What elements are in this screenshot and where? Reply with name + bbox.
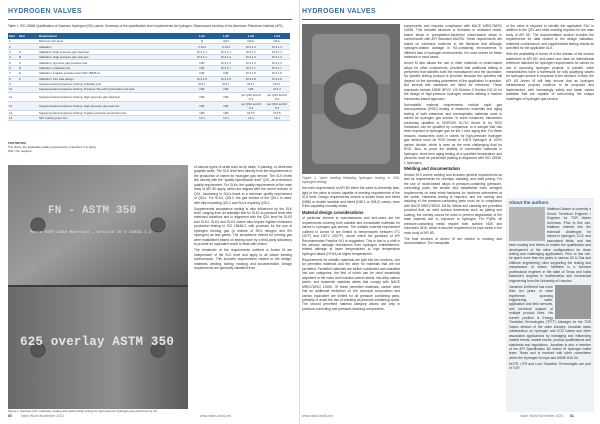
table-cell: 12.1 [238,115,264,120]
article-column-a [194,165,292,272]
footer-publication-left: Valve World November 2024 [20,414,64,418]
table-cell: Validation [38,44,190,49]
table-cell: A [18,49,38,54]
table-footnotes [8,142,290,153]
right-column-b [302,24,400,414]
table-cell: Validation: Fire safe design [38,76,190,81]
table-cell: QS1+ [238,39,264,44]
table-cell: M 3.1.5 [264,71,290,76]
table-cell: M 3.1.1 [190,49,214,54]
table-cell: 2 [8,44,18,49]
table-cell: M 3.1.1 [238,49,264,54]
heading-welding: Welding and documentation [404,166,460,172]
heading-material-design: Material design considerations [302,209,364,215]
table-cell: Supplemental Acceptance Testing: High-pressure gas shell test [38,92,190,101]
paragraph: Nonmetallic material requirements include rapid gas decompression (RGD) testing of elastomer materials and aging testing of both elastomer and thermoplastic materials used in valves for hydrogen gas service. In some instances, elastomers previously qualified to NORSOK M-710 Annex B for RGD resistance can be qualified by comparison to a sample that has been exposed to hydrogen gas for the 1 hour aging test. For these reasons, elastomers used in valves for high-pressure hydrogen gas service must be RGD tested in 100% hydrogen or 100% carbon dioxide, which is seen as the most challenging fluid for RGD. Also, to prove the stability of nonmetallic materials in hydrogen, short-term aging testing at a specified temperature and pressure must be performed (lasting in alignment with ISO 23936-1 hydrogen). [404,102,502,165]
page-number-left: 80 [8,414,12,418]
table-cell: M 6.4 [264,87,290,92]
table-header-cell: Lvl3 [238,33,264,39]
table-cell: B [18,55,38,60]
right-column-d [506,24,594,103]
table-row [8,92,290,101]
table-cell: E [18,71,38,76]
footnote-title: FOOTNOTES [8,141,26,145]
footer-publication-right: Valve World November 2024 [520,414,564,418]
table-cell: per QS2 and M 6.3 [238,92,264,101]
table-cell: M 6.1 [238,81,264,86]
table-cell: 3.10.4 [190,44,214,49]
table-cell: M 3.1.7 [238,65,264,70]
table-cell: Validation: Fugitive emission test (ISO 15848-1) [38,71,190,76]
table-cell: N/R [190,92,214,101]
footnote-line: *For SLKs, the applicable quality requirements of Sections 4 to apply. [8,144,97,149]
requirements-table [8,33,290,121]
footer-url-right[interactable]: www.valve-world.net [302,414,333,418]
sample-stamp-2: Paste SOFT A350 Material - Article ID # 32032-1_2 [30,231,152,235]
table-cell: M 3.1.2 [214,55,238,60]
table-row [8,115,290,120]
table-header-cell: Item [18,33,38,39]
figure-1-caption: Figure 1. Samples from materials, coating and weld overlay testing for high-pressure hydrogen gas performed by CH. [8,409,158,413]
paragraph: components and requires compliance with NACE MR0175/ISO 15156. This includes structure or threaded or annealed nickel-based alloys in precipitation-hardened nickel-based alloys in conformance with API Standard 6ACRA. These requirements are based on extensive evidence in the literature that although hydrogen-related damage in H2-containing environments is different than in hydrogen environments, it is more severe for these materials in most cases. [404,24,502,60]
table-header-cell: Requirement [38,33,190,39]
table-cell: Supplemental Acceptance Testing: High-pressure gas seat test [38,101,190,110]
valve-seal-image [302,24,400,174]
table-cell: M 6.5 [238,110,264,115]
table-cell: per QS2 and M 6.3 [264,92,290,101]
table-cell: M 3.1.2 [190,55,214,60]
table-cell: N/R [214,101,238,110]
table-cell: N/R [214,71,238,76]
table-cell: 3 [8,49,18,54]
table-cell: 6 [8,65,18,70]
table-cell: Validation: High-pressure gas seat test [38,55,190,60]
figure-2-caption: Figure 2. Valve sealing following hydrogen testing in 316L hydrogen testing. [302,176,400,185]
table-cell: 5 [8,60,18,65]
table-cell: N/R [190,87,214,92]
table-cell: 1 [8,39,18,44]
table-header-cell: Lvl4 [264,33,290,39]
table-cell: M 3.1.4 [238,44,264,49]
table-row [8,101,290,110]
figure-2-photo [302,24,400,174]
table-cell: N/R [190,71,214,76]
paragraph: With the availability of Annex M in the release of the second addendum to API 6D, end-users now have an international reference standard for hydrogen requirements for valves for use in upcoming hydrogen projects. In parallel, valve manufacturers have a framework for fully qualifying valves for hydrogen service in response to the demand. In time, the API 6D Annex M will help ensure that as hydrogen infrastructure projects continue to be proposed and implemented, with increasingly safety and faster valves available that are capable of overcoming the unique challenges of hydrogen gas service. [506,52,594,101]
table-cell: M 3.1.3 [264,60,290,65]
table-cell: Validation: High-pressure gas shell test [38,49,190,54]
table-cell: QS1+ [264,39,290,44]
table-cell: QS1 [214,39,238,44]
table-cell: M 3.1.8 [214,76,238,81]
table-cell: Minimum Q/L level [38,39,190,44]
table-cell: N/R [190,65,214,70]
paragraph: of the valve is required to identify the applicable SLK in addition to the QSL and other marking required for the main body of API 6D. The documentation section includes the requirements for data related to the design validation, materials conformance, and supplemental testing results as specified for the applicable SLK. [506,24,594,51]
table-cell: M 3.1.1 [214,49,238,54]
table-cell: N/R [190,110,214,115]
header-rule-right [302,19,594,20]
table-cell: Validation: Dynamic gas pressure test [38,60,190,65]
footnote-line: N/R = No required. [8,148,33,153]
table-cell: 3.10.4 [214,44,238,49]
paragraph: Section M.4 covers welding and includes general requirements as well as requirements for overlays, cladding, and weld joining. For the use of nickel-based alloys in pressure-containing (pressure-controlling) parts, the section also establishes more stringent requirements on weld metal hardness for hardness determined at the welds. Hardness testing is required, and the overlay and cladding of the pressure-containing parts must be in compliance with NACE MR0175/ISO 15156. Welds and cladding are permitted provided that, on weld surface treatments such as plating and coating, the overlay cannot be used to prevent degradation of the base material due to exposure to hydrogen. For PQRs, all pressure-containing welds require both surface NDE and volumetric NDE, which is also the requirement for pipe welds in the main body of API 6D. [404,172,502,235]
table-cell: 4 [8,55,18,60]
table-cell: 9 [8,81,18,86]
about-authors-box [506,198,594,412]
table-cell: N/R [214,87,238,92]
table-cell: 10 [8,87,18,92]
table-cell: M 3.1.5 [238,71,264,76]
table-cell [18,92,38,101]
footer-url-left[interactable]: www.valve-world.net [200,414,231,418]
about-authors-title: About the authors [509,200,549,205]
footer-left [8,414,64,418]
table-cell: 12 [8,101,18,110]
table-cell: 8 [8,76,18,81]
table-cell: Supplemental Acceptance Testing: Fugitive emission production test [38,110,190,115]
table-header-cell: Lvl2 [214,33,238,39]
author-note: NOTE: CFR and Lord Transition Technologies are part of TOR. [509,361,591,371]
table-cell: F [18,76,38,81]
table-cell: M 3.1.8 [238,76,264,81]
table-header-cell: Lvl1 [190,33,214,39]
author-bio-2: Jonathan DeWeerd has more than ten years of valve experience, spanning engineering, sales, application and field services, and technical support of multiple product lines. His current position is Energy Transition Technologies ("ETT") Manager for the TOR Valves division of the valve industry. Jonathan leads collaboration on hydrogen and CO2 valves and other associated applications by managing and influencing market trends, market needs, product qualifications and standards and regulations. Jonathan is also a member of the API Specification 6D Annex M hydrogen ballot team. Texas and is involved with other committees within the Hydrogen Europe and ASME B16.34. [509,284,591,360]
paragraph: of particular interest to manufacturers and end-users are the requirements covering both suitable and nonsuitable materials for valves in hydrogen gas service. The metallic material requirement outlined in Annex M are limited to temperatures between 0°C (32°F) and 150°C (302°F), above which the guidance of API Recommended Practice 941 is suggested. This is due to a shift in the primary damage mechanism from hydrogen embrittlement-related damage at lower temperatures to high temperature hydrogen attack (HTHA) at higher temperatures. [302,216,400,256]
table-cell: M 3.1.4 [264,44,290,49]
flange-samples-photo [8,165,188,409]
table-cell: 12.1 [264,115,290,120]
table-cell: per QS2 and M 6.3 [264,101,290,110]
paragraph: Requirements for metallic materials are split into two sections, one for permitted materials and the other for materials that are not permitted. Permitted materials are further subdivided and classified into two categories, the first of which can be used essentially anywhere in the valve and includes carbon steels, low-alloy carbon steels, and austenitic stainless steels that comply with NACE MR0175/ISO 15156. Of these permitted materials, carbon steel has an additional restriction on the chemical composition and carbon equivalent are limited for all pressure containing parts, primarily to avoid the risk of cracking at pressure-containing welds. The second permitted material category allows use only in pressure-controlling and pressure-retaining components. [302,257,400,311]
table-cell: D [18,65,38,70]
table-cell: N/R [190,60,214,65]
flange-samples-image [8,165,188,409]
table-cell: M 6.1 [190,81,214,86]
table-cell: M 3.1.1 [264,49,290,54]
table-cell: M 3.1.2 [264,55,290,60]
table-cell: 7 [8,71,18,76]
table-cell: M 3.1.7 [214,65,238,70]
paragraph: the main requirements of API 6D either the valve is inherently leak-tight or the valve is shown capable of meeting requirements of the SLK level. Design requirements include a double block and bleed (DBB) or double isolation and bleed (DIB-1 or DIB-2) valves, even if this capability normally exists. [302,186,400,209]
table-cell: SLK marking (see NL) [38,115,190,120]
table-cell: N/R [214,110,238,115]
table-header-cell: Item [8,33,18,39]
table-cell: 13 [8,110,18,115]
table-cell: 12.1 [214,115,238,120]
paragraph: Annex M also allows the use of other materials or nickel-based alloys for other components, provided that additional testing is performed that satisfies both the manufacturer and the purchaser. No specific testing protocol is provided because the specifics will depend on the operating parameters of the application in question. But several test standards are listed for reference. These standards include ASME BPVC VIII Division 3 Section KD-10 for the design of high-pressure hydrogen vessels utilising a fracture mechanics-based approach. [404,61,502,101]
table-cell: Q [190,39,214,44]
article-column-b-text [302,176,400,313]
table-cell: Validation: Antistatic test [38,65,190,70]
table-cell: M 6.5 [264,110,290,115]
table-cell: M 3.1.3 [238,60,264,65]
section-title-left: HYDROGEN VALVES [8,8,82,15]
table-cell: M 6.1 [264,81,290,86]
author-photo-1 [509,207,545,241]
table-cell [18,115,38,120]
table-cell: N/R [190,101,214,110]
table-cell: per QS2 and M 6.3 [238,101,264,110]
author-photo-2 [555,285,591,319]
footer-right [520,414,574,418]
table-cell: Supplemental Acceptance Testing: Antistatic test [38,81,190,86]
table-cell: 11 [8,92,18,101]
table-cell: N/R [214,92,238,101]
header-rule-left [8,19,292,20]
table-caption: Table 1. ISO 15848 Qualification of Gaseous Hydrogen (GH) valves. Summary of the specification level requirements for hydrogen. Reproduced courtesy of the American Petroleum Institute (API). [8,24,284,28]
table-cell: 14 [8,115,18,120]
right-column-c [404,24,502,247]
page-number-right: 81 [569,414,574,418]
paragraph: The final sections of Annex M are related to marking and documentation. The nameplate [404,236,502,245]
table-cell: 12.1 [190,115,214,120]
table-cell: M 3.1.8 [264,76,290,81]
table-cell: N/R [238,87,264,92]
table-cell: Supplemental Acceptance Testing: Pressure Test with hydrostatic end load [38,87,190,92]
paragraph: The remainder of the requirements outlined in Annex M are independent of the SLK level and apply to all valves seeking conformance. This includes requirements related to the design, materials, welding, bolting, marking, and documentation. Design requirements are generally classified from [194,248,292,270]
sample-stamp-3: 625 overlay ASTM 350 [20,335,175,349]
table-cell [18,101,38,110]
paragraph: Supplemental acceptance testing is also influenced by the SLK level, ranging from an antistatic test for SLK1 to pressure tests with extended durations and in alignment with the QSL level for SLK3 and SLK4. SLK3 and SLK4 valves also require fugitive emissions production testing to ISO 15848-2, with provision for the use of hydrogen forming gas (a mixture of 95% nitrogen and 5% hydrogen) as test gases. The acceptance criteria for forming gas were established based on testing done by a third-party laboratory to provide an equivalent result to tests with helium. [194,206,292,247]
section-title-right: HYDROGEN VALVES [302,8,376,15]
sample-stamp-1: FN - ASTM 350 [48,205,137,217]
table-cell: M 3.1.3 [214,60,238,65]
author-bio-1: Matthew Dotson is currently a Senior Technical Engineer / Engineer for TOR Valves Americas. Prior to this role, Matthew entered into the technical challenges for valves in hydrogen, CO2, and associated fields, and has been leading test efforts to enable the qualification and development of the valve configurations for those testing and challenging applications. Prior to this role, he spent more than ten years in various Oil & Gas and offshore engineering roles supporting the testing and manufacture of valves. Matthew is a licensed professional engineer in the state of Texas and holds bachelor's degrees in mathematics and mechanical engineering from the University of Houston. [509,207,591,283]
table-cell: M 6.1 [214,81,238,86]
table-cell: M 3.1.8 [190,76,214,81]
paragraph: of various types of seals such as lip seals, V-packing, or deformed graphite seals. The SLK level tiers directly from the requirements in the production of valves for hydrogen gas service. The SLK levels link directly with the "quality specification level" QSL, as a minimum quality requirement. For SLKs, the quality requirements of the main body of API 6D apply, which are aligned with the recent revision of QSL. Increasing to SLKs leads to a minimum quality requirement of QSL1. For SLK2, QSL2, the gas version of the QSL1 is used, with fully impacting QSL2 and SLKs requiring QSL2. [194,165,292,205]
table-cell: M 3.1.7 [264,65,290,70]
table-cell: M 3.1.2 [238,55,264,60]
table-cell: C [18,60,38,65]
